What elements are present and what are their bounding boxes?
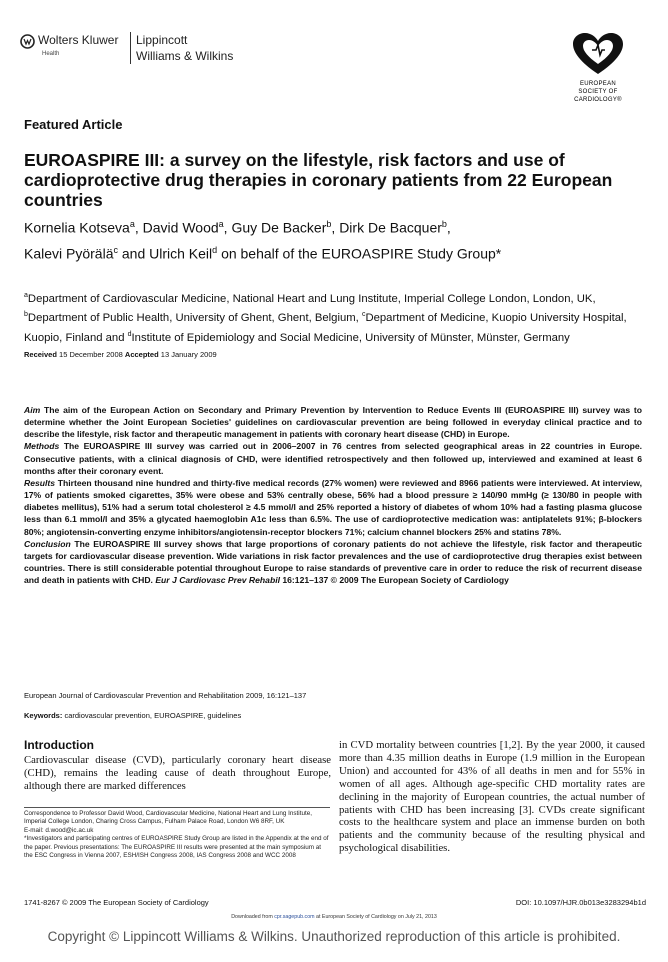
journal-line: European Journal of Cardiovascular Prevention and Rehabilitation 2009, 16:121–137	[24, 691, 307, 700]
author-separator: and	[118, 245, 150, 262]
keywords-label: Keywords:	[24, 711, 63, 720]
conclusion-label: Conclusion	[24, 538, 71, 549]
affiliation-mark: a	[24, 292, 28, 299]
methods-text: The EUROASPIRE III survey was carried out in 2006–2007 in 76 centres from selected geographical areas in 22 countries in Europe. Consecutive patients, with a clinical diagnosis of CHD, were identified retrospectively and then followed up, interviewed and examined at least 6 months after their coronary event.	[24, 441, 642, 476]
abstract-aim	[24, 404, 642, 440]
author-affiliation-mark: c	[113, 244, 118, 255]
intro-text-left: Cardiovascular disease (CVD), particularly coronary heart disease (CHD), remains the leading cause of death throughout Europe, although there are marked differences	[24, 754, 331, 792]
issn-line: 1741-8267 © 2009 The European Society of Cardiology	[24, 898, 209, 907]
aim-text: The aim of the European Action on Secondary and Primary Prevention by Intervention to Reduce Events III (EUROASPIRE III) survey was to determine whether the Joint European Societies' guidelines on cardiovascular prevention are being followed in everyday clinical practice and to describe the lifestyle, risk factor and therapeutic management in patients with coronary heart disease (CHD) in Europe.	[24, 405, 642, 440]
received-line	[24, 350, 217, 359]
citation-journal: Eur J Cardiovasc Prev Rehabil	[155, 575, 280, 586]
investigators-note: *Investigators and participating centres of EUROASPIRE Study Group are listed in the Appendix at the end of the paper. Previous presentations: The EUROASPIRE III results were presented at the main symposium at the ESC Congress in Vienna 2007, ESH/ISH Congress 2008, IAS Congress 2008 and WCC 2008	[24, 835, 329, 860]
copyright-notice: Copyright © Lippincott Williams & Wilkins. Unauthorized reproduction of this article is prohibited.	[47, 929, 621, 944]
correspondence-note: Correspondence to Professor David Wood, Cardiovascular Medicine, National Heart and Lung Institute, Imperial College London, Charing Cross Campus, Fulham Palace Road, London W6 8RF, UK	[24, 810, 312, 826]
abstract	[24, 404, 642, 586]
author-name: Kalevi Pyörälä	[24, 245, 114, 262]
author-list	[24, 213, 654, 264]
author-separator: ,	[134, 219, 143, 236]
keywords-line	[24, 711, 241, 720]
author-name: Ulrich Keil	[149, 245, 213, 262]
accepted-date: 13 January 2009	[160, 350, 217, 359]
results-text: Thirteen thousand nine hundred and thirty-five medical records (27% women) were reviewed and 8966 patients were interviewed. At interview, 17% of patients smoked cigarettes, 35% were obese and 53% centrally obese, 56% had a blood pressure ≥ 140/90 mmHg (≥ 130/80 in people with diabetes mellitus), 51% had a serum total cholesterol ≥ 4.5 mmol/l and 25% reported a history of diabetes of whom 10% had a fasting plasma glucose less than 6.1 mmol/l and 35% a glycated haemoglobin A1c less than 6.5%. The use of cardioprotective medication was: antiplatelets 91%; β-blockers 80%; angiotensin-converting enzyme inhibitors/angiotensin-receptor blockers 71%; calcium channel blockers 25% and statins 78%.	[24, 477, 643, 537]
header-divider	[130, 32, 131, 64]
affiliation-text: Institute of Epidemiology and Social Medicine, University of Münster, Münster, Germany	[131, 331, 570, 344]
abstract-conclusion	[24, 538, 642, 587]
author-affiliation-mark: b	[326, 219, 332, 229]
affiliation-mark: d	[127, 330, 132, 338]
doi-line: DOI: 10.1097/HJR.0b013e3283294b1d	[515, 898, 646, 907]
society-name	[560, 80, 636, 104]
intro-text-right: in CVD mortality between countries [1,2]. By the year 2000, it caused more than 4.35 million deaths in Europe (1.9 million in the European Union) and accounted for 43% of all deaths in men and for 55% in women of all ages. Although age-specific CHD mortality rates are declining in the majority of European countries, the actual number of patients with CHD has been increasing [3]. CVDs create significant costs to the healthcare system and place an immense burden on both patients and the community because of the resulting physical and psychological disabilities.	[339, 739, 645, 855]
conclusion-text: The EUROASPIRE III survey shows that large proportions of coronary patients do not achieve the lifestyle, risk factor and therapeutic targets for cardiovascular disease prevention. Wide variations in risk factor prevalences and the use of cardioprotective drug therapies exist between countries. There is still considerable potential throughout Europe to raise standards of preventive care in order to reduce the risk of recurrent disease and death in patients with CHD.	[24, 538, 642, 586]
author-separator: ,	[223, 219, 232, 236]
affiliation-text: Department of Medicine, Kuopio University Hospital, Kuopio, Finland and	[24, 312, 627, 344]
article-title: EUROASPIRE III: a survey on the lifestyle, risk factors and use of cardioprotective drug therapies in coronary patients from 22 European countries	[24, 150, 613, 210]
methods-label: Methods	[24, 441, 60, 452]
affiliation-text: Department of Public Health, University of Ghent, Ghent, Belgium,	[27, 312, 362, 325]
received-date: 15 December 2008	[59, 350, 123, 359]
section-label: Featured Article	[24, 117, 123, 132]
introduction-heading: Introduction	[24, 738, 94, 752]
publisher-name: Wolters Kluwer	[38, 33, 119, 47]
authors-suffix: on behalf of the EUROASPIRE Study Group*	[221, 245, 502, 262]
results-label: Results	[24, 477, 56, 488]
author-affiliation-mark: a	[218, 219, 224, 229]
received-label: Received	[24, 350, 57, 359]
publisher-sub: Health	[42, 51, 60, 57]
download-post: at European Society of Cardiology on July 21, 2013	[316, 914, 437, 920]
abstract-methods	[24, 440, 642, 476]
author-separator: ,	[446, 219, 451, 236]
author-affiliation-mark: d	[212, 244, 218, 255]
affiliations	[24, 288, 654, 346]
author-name: David Wood	[142, 219, 219, 236]
society-line-2: SOCIETY OF	[578, 89, 618, 95]
download-link[interactable]: cpr.sagepub.com	[274, 914, 315, 920]
author-separator: ,	[331, 219, 340, 236]
affiliation-mark: b	[24, 311, 28, 319]
affiliation-text: Department of Cardiovascular Medicine, National Heart and Lung Institute, Imperial College London, London, UK,	[27, 292, 596, 305]
affiliation-mark: c	[361, 311, 366, 319]
abstract-results	[24, 477, 642, 538]
footnote-rule	[24, 807, 330, 808]
society-line-1: EUROPEAN	[579, 81, 617, 87]
citation-rest: 16:121–137 © 2009 The European Society of Cardiology	[282, 575, 509, 586]
author-name: Guy De Backer	[231, 219, 327, 236]
author-affiliation-mark: b	[441, 219, 447, 229]
esc-heart-logo-icon	[570, 30, 626, 78]
author-name: Dirk De Bacquer	[339, 219, 442, 236]
keywords-text: cardiovascular prevention, EUROASPIRE, guidelines	[64, 711, 242, 720]
author-name: Kornelia Kotseva	[24, 219, 130, 236]
imprint-line-1: Lippincott	[136, 33, 188, 47]
accepted-label: Accepted	[124, 350, 159, 359]
download-pre: Downloaded from	[231, 914, 273, 920]
wolters-kluwer-logo-icon	[20, 34, 35, 49]
society-line-3: CARDIOLOGY®	[574, 97, 622, 103]
email-note: E-mail: d.wood@ic.ac.uk	[24, 826, 94, 834]
aim-label: Aim	[24, 405, 41, 415]
imprint-line-2: Williams & Wilkins	[136, 49, 234, 63]
author-affiliation-mark: a	[129, 219, 135, 229]
footnotes	[24, 810, 330, 860]
download-notice	[0, 914, 668, 920]
